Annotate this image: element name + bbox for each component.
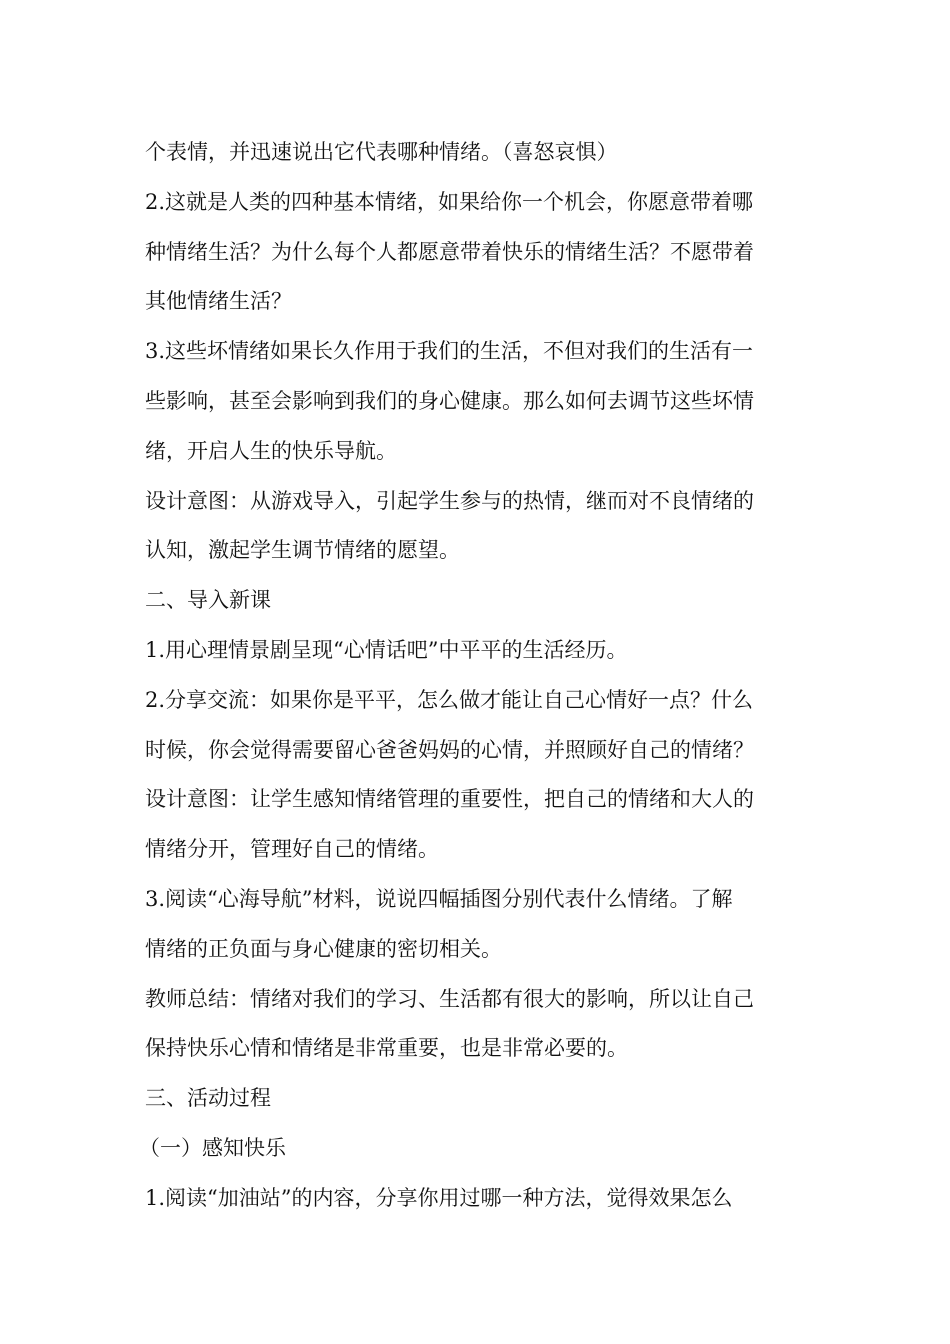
text-line: 3.阅读“心海导航”材料，说说四幅插图分别代表什么情绪。了解 [145, 886, 733, 911]
text-line: 1.用心理情景剧呈现“心情话吧”中平平的生活经历。 [145, 637, 628, 662]
text-line: 1.阅读“加油站”的内容，分享你用过哪一种方法，觉得效果怎么 [145, 1185, 733, 1210]
subsection-heading: （一）感知快乐 [139, 1135, 286, 1160]
text-line: 情绪的正负面与身心健康的密切相关。 [145, 936, 502, 961]
text-line: 2.这就是人类的四种基本情绪，如果给你一个机会，你愿意带着哪 [145, 189, 754, 214]
design-intent-line: 情绪分开，管理好自己的情绪。 [145, 837, 439, 862]
text-line: 其他情绪生活？ [145, 289, 292, 314]
section-heading: 二、导入新课 [145, 588, 271, 613]
design-intent-line: 设计意图：让学生感知情绪管理的重要性，把自己的情绪和大人的 [145, 787, 754, 812]
section-heading: 三、活动过程 [145, 1086, 271, 1111]
design-intent-line: 设计意图：从游戏导入，引起学生参与的热情，继而对不良情绪的 [145, 488, 754, 513]
text-line: 时候，你会觉得需要留心爸爸妈妈的心情，并照顾好自己的情绪？ [145, 737, 754, 762]
document-body [139, 128, 810, 1224]
text-line: 些影响，甚至会影响到我们的身心健康。那么如何去调节这些坏情 [145, 388, 754, 413]
teacher-summary-line: 保持快乐心情和情绪是非常重要，也是非常必要的。 [145, 1036, 628, 1061]
text-line: 个表情，并迅速说出它代表哪种情绪。（喜怒哀惧） [145, 140, 618, 164]
text-line: 绪，开启人生的快乐导航。 [145, 438, 397, 463]
text-line: 3.这些坏情绪如果长久作用于我们的生活，不但对我们的生活有一 [145, 339, 754, 364]
text-line: 2.分享交流：如果你是平平，怎么做才能让自己心情好一点？什么 [145, 687, 754, 712]
text-line: 种情绪生活？为什么每个人都愿意带着快乐的情绪生活？不愿带着 [145, 239, 754, 264]
design-intent-line: 认知，激起学生调节情绪的愿望。 [145, 538, 460, 563]
teacher-summary-line: 教师总结：情绪对我们的学习、生活都有很大的影响，所以让自己 [145, 986, 754, 1011]
